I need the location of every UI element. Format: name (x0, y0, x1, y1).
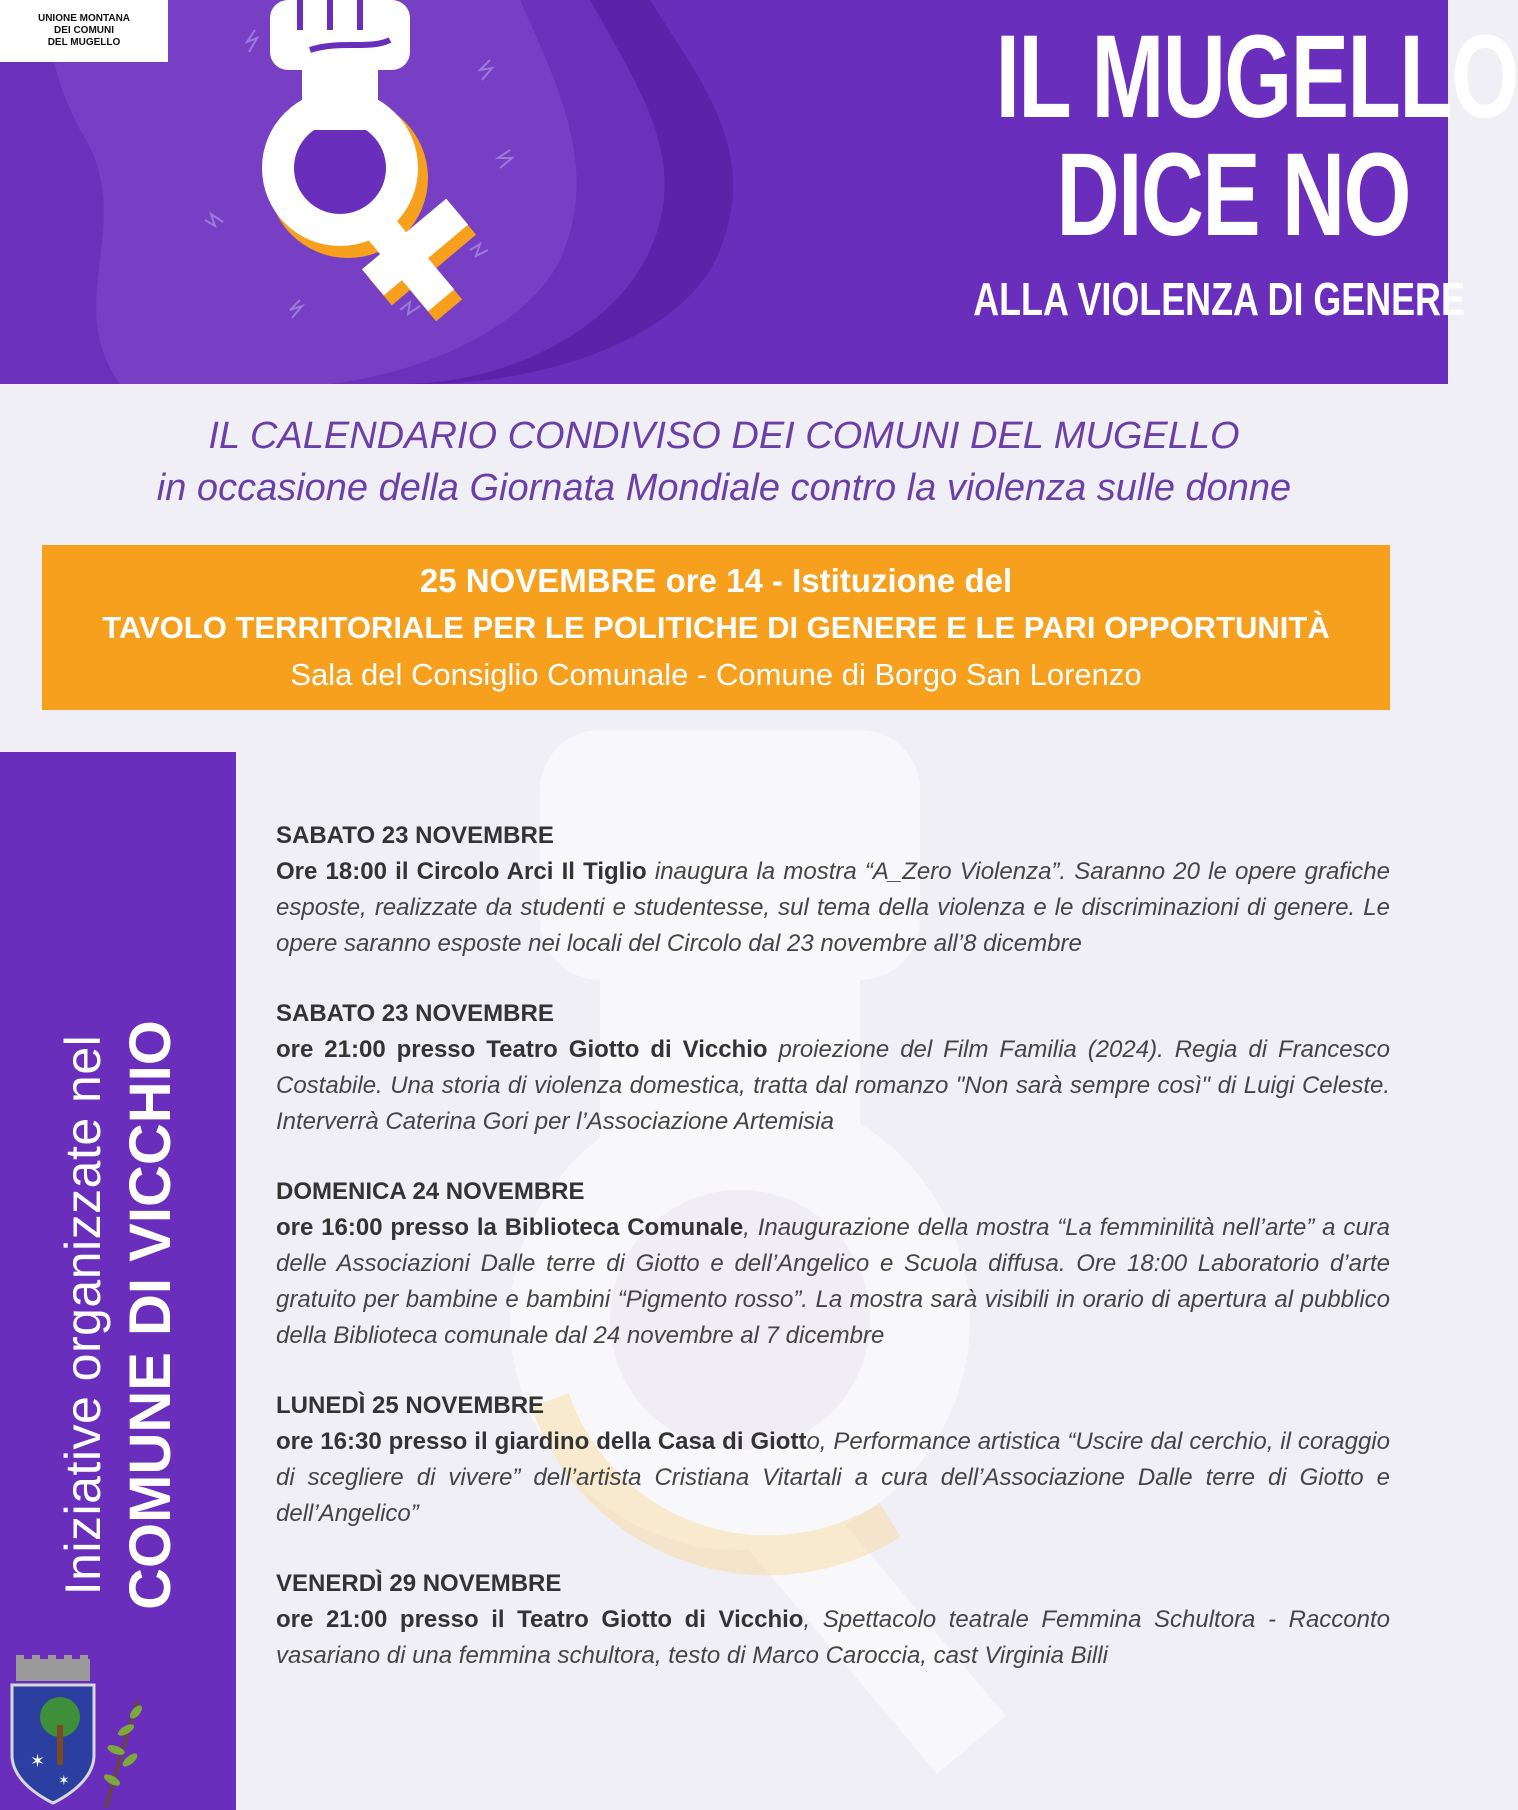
title-subtitle: ALLA VIOLENZA DI GENERE (973, 273, 1465, 325)
logo-line-2: DEI COMUNI (54, 25, 114, 36)
event-description (276, 1424, 1390, 1532)
events-list (276, 818, 1390, 1708)
event-text: o, Performance artistica “Uscire dal cerchio, il coraggio di scegliere di vivere” dell’artista Cristiana Vitartali a cura dell’Associazione Dalle terre di Giotto e dell’Angelico” (276, 1428, 1390, 1527)
event-item (276, 1566, 1390, 1674)
olive-branch-icon (96, 1690, 156, 1810)
event-lead: ore 21:00 presso il Teatro Giotto di Vicchio (276, 1606, 804, 1633)
highlight-line-2: TAVOLO TERRITORIALE PER LE POLITICHE DI GENERE E LE PARI OPPORTUNITÀ (102, 610, 1330, 645)
event-text: inaugura la mostra “A_Zero Violenza”. Saranno 20 le opere grafiche esposte, realizzate da studenti e studentesse, sul tema della violenza e le discriminazioni di genere. Le opere saranno esposte nei locali del Circolo dal 23 novembre all’8 dicembre (276, 858, 1390, 957)
event-item (276, 1174, 1390, 1354)
event-item (276, 1388, 1390, 1532)
logo-line-1: UNIONE MONTANA (37, 13, 131, 24)
event-date: DOMENICA 24 NOVEMBRE (276, 1178, 585, 1205)
event-item (276, 818, 1390, 962)
highlight-line-1: 25 NOVEMBRE ore 14 - Istituzione del (419, 562, 1013, 599)
header-banner (0, 0, 1518, 384)
event-item (276, 996, 1390, 1140)
title-line-2: DICE NO (1056, 129, 1410, 261)
event-lead: Ore 18:00 il Circolo Arci Il Tiglio (276, 858, 647, 885)
event-description (276, 1210, 1390, 1354)
svg-text:✶: ✶ (58, 1773, 70, 1789)
event-description (276, 1032, 1390, 1140)
sidebar-line-1: Iniziative organizzate nel (55, 1034, 111, 1596)
event-description (276, 1602, 1390, 1674)
title-line-1: IL MUGELLO (995, 11, 1518, 143)
union-logo (0, 0, 168, 62)
intro-line-1: IL CALENDARIO CONDIVISO DEI COMUNI DEL MUGELLO (208, 415, 1240, 457)
sidebar-label (50, 1020, 186, 1610)
event-text: , Inaugurazione della mostra “La femminilità nell’arte” a cura delle Associazioni Dalle terre di Giotto e dell’Angelico e Scuola diffusa. Ore 18:00 Laboratorio d’arte gratuito per bambine e bambini “Pigmento rosso”. La mostra sarà visibili in orario di apertura al pubblico della Biblioteca comunale dal 24 novembre al 7 dicembre (276, 1214, 1391, 1349)
event-date: SABATO 23 NOVEMBRE (276, 1000, 554, 1027)
raised-fist-venus-icon (250, 0, 580, 340)
intro-heading (0, 410, 1448, 514)
event-text: proiezione del Film Familia (2024). Regia di Francesco Costabile. Una storia di violenza domestica, tratta dal romanzo "Non sarà sempre così" di Luigi Celeste. Interverrà Caterina Gori per l’Associazione Artemisia (276, 1036, 1391, 1135)
event-lead: ore 16:30 presso il giardino della Casa di Giott (276, 1428, 807, 1455)
svg-text:✶: ✶ (30, 1751, 46, 1772)
event-date: SABATO 23 NOVEMBRE (276, 822, 554, 849)
vicchio-crest-icon (8, 1655, 98, 1805)
sidebar-line-2: COMUNE DI VICCHIO (118, 1020, 183, 1610)
intro-line-2: in occasione della Giornata Mondiale contro la violenza sulle donne (156, 467, 1292, 509)
event-text: , Spettacolo teatrale Femmina Schultora - Racconto vasariano di una femmina schultora, testo di Marco Caroccia, cast Virginia Billi (276, 1606, 1390, 1669)
main-title (850, 11, 1518, 325)
event-date: VENERDÌ 29 NOVEMBRE (276, 1570, 562, 1597)
event-lead: ore 16:00 presso la Biblioteca Comunale (276, 1214, 744, 1241)
event-date: LUNEDÌ 25 NOVEMBRE (276, 1392, 545, 1419)
logo-line-3: DEL MUGELLO (47, 37, 121, 48)
event-description (276, 854, 1390, 962)
highlight-box (42, 545, 1390, 710)
event-lead: ore 21:00 presso Teatro Giotto di Vicchio (276, 1036, 768, 1063)
highlight-line-3: Sala del Consiglio Comunale - Comune di Borgo San Lorenzo (290, 657, 1142, 692)
